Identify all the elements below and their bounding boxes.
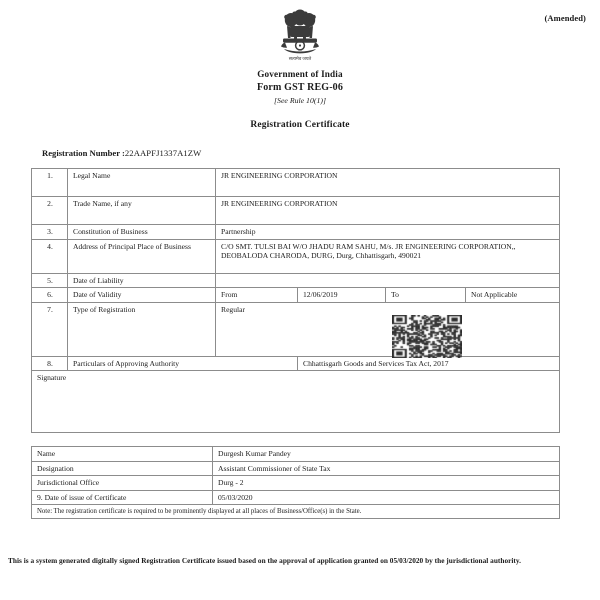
row-label: Date of Validity	[68, 288, 216, 303]
row-label: Designation	[32, 461, 213, 476]
approving-authority-table	[31, 446, 560, 519]
table-row	[32, 302, 560, 356]
row-serial: 7.	[32, 302, 68, 356]
validity-to-value: Not Applicable	[466, 288, 560, 303]
row-label: Particulars of Approving Authority	[68, 356, 298, 371]
note-text: Note: The registration certificate is required to be prominently displayed at all places of Business/Office(s) in the State.	[32, 505, 560, 519]
row-label: Jurisdictional Office	[32, 476, 213, 491]
row-value: JR ENGINEERING CORPORATION	[216, 197, 560, 225]
title-block	[0, 68, 600, 132]
validity-to-label: To	[386, 288, 466, 303]
table-row	[32, 197, 560, 225]
table-row	[32, 490, 560, 505]
row-serial: 2.	[32, 197, 68, 225]
row-value	[216, 273, 560, 288]
validity-from-label: From	[216, 288, 298, 303]
row-serial: 6.	[32, 288, 68, 303]
row-value: Durgesh Kumar Pandey	[213, 447, 560, 462]
row-label: Type of Registration	[68, 302, 216, 356]
row-label: Legal Name	[68, 169, 216, 197]
row-label: Address of Principal Place of Business	[68, 239, 216, 273]
row-value: Chhattisgarh Goods and Services Tax Act, 2017	[298, 356, 560, 371]
row-value: Regular	[216, 302, 560, 356]
row-label: Trade Name, if any	[68, 197, 216, 225]
validity-from-value: 12/06/2019	[298, 288, 386, 303]
rule-reference: [See Rule 10(1)]	[274, 96, 326, 105]
amended-label: (Amended)	[544, 13, 586, 23]
row-value: JR ENGINEERING CORPORATION	[216, 169, 560, 197]
row-serial: 5.	[32, 273, 68, 288]
government-line: Government of India	[257, 69, 343, 79]
signature-label: Signature	[32, 371, 560, 433]
note-row	[32, 505, 560, 519]
table-row	[32, 288, 560, 303]
table-row	[32, 476, 560, 491]
row-label: Date of Liability	[68, 273, 216, 288]
signature-row	[32, 371, 560, 433]
certificate-title: Registration Certificate	[250, 120, 350, 130]
qr-code-icon	[392, 315, 462, 358]
table-row	[32, 239, 560, 273]
svg-text:सत्यमेव जयते: सत्यमेव जयते	[288, 56, 312, 61]
row-label: 9. Date of issue of Certificate	[32, 490, 213, 505]
registration-number-label: Registration Number :	[42, 148, 125, 158]
registration-details-table	[31, 168, 560, 433]
table-row	[32, 169, 560, 197]
registration-number	[42, 148, 201, 158]
table-row	[32, 461, 560, 476]
row-label: Constitution of Business	[68, 225, 216, 240]
form-line: Form GST REG-06	[257, 82, 343, 93]
india-state-emblem-icon	[277, 8, 323, 62]
emblem-container	[0, 8, 600, 67]
row-serial: 3.	[32, 225, 68, 240]
row-value: Assistant Commissioner of State Tax	[213, 461, 560, 476]
row-serial: 1.	[32, 169, 68, 197]
table-row	[32, 225, 560, 240]
row-value: Partnership	[216, 225, 560, 240]
row-label: Name	[32, 447, 213, 462]
row-value: 05/03/2020	[213, 490, 560, 505]
table-row	[32, 356, 560, 371]
row-value: C/O SMT. TULSI BAI W/O JHADU RAM SAHU, M/s. JR ENGINEERING CORPORATION,, DEOBALODA CHARODA, DURG, Durg, Chhattisgarh, 490021	[216, 239, 560, 273]
footer-disclaimer: This is a system generated digitally signed Registration Certificate issued based on the approval of application granted on 05/03/2020 by the jurisdictional authority.	[8, 556, 521, 565]
row-value: Durg - 2	[213, 476, 560, 491]
table-row	[32, 447, 560, 462]
row-serial: 8.	[32, 356, 68, 371]
row-serial: 4.	[32, 239, 68, 273]
table-row	[32, 273, 560, 288]
registration-number-value: 22AAPFJ1337A1ZW	[124, 148, 202, 158]
